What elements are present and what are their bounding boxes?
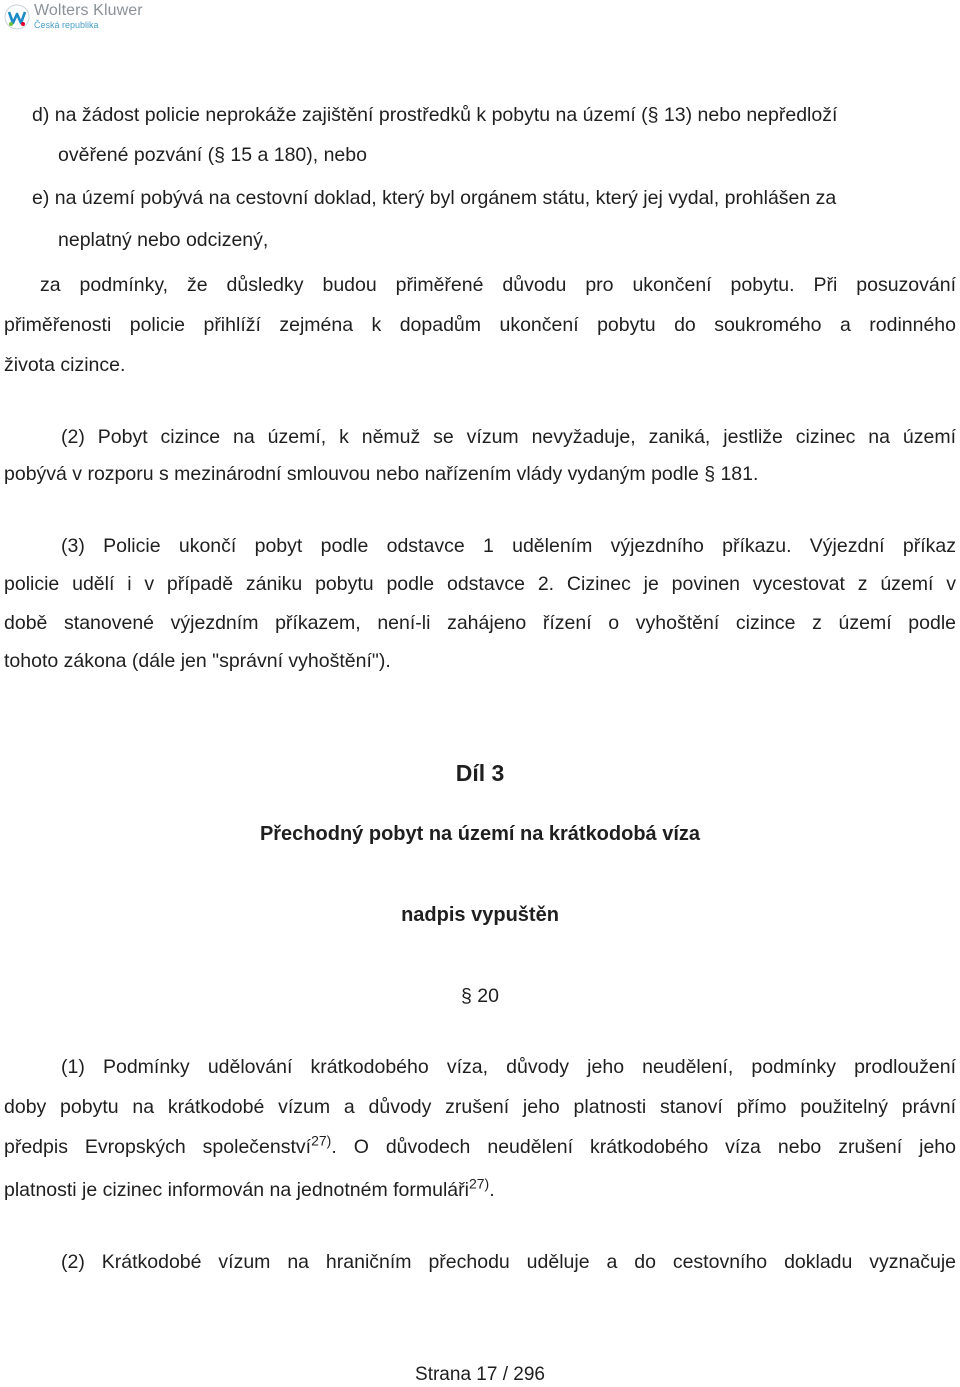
paragraph-3-line-1: (3) Policie ukončí pobyt podle odstavce 1 udělením výjezdního příkazu. Výjezdní příkaz <box>61 535 956 557</box>
list-item-e-line-1: e) na území pobývá na cestovní doklad, který byl orgánem státu, který jej vydal, prohlášen za <box>32 187 837 209</box>
removed-heading: nadpis vypuštěn <box>401 904 559 926</box>
footnote-ref: 27) <box>311 1132 332 1149</box>
brand-subtitle: Česká republika <box>34 20 99 30</box>
list-item-e-line-2: neplatný nebo odcizený, <box>58 229 269 251</box>
brand-name: Wolters Kluwer <box>34 2 143 19</box>
paragraph-1-line-3: života cizince. <box>4 354 126 376</box>
publisher-logo <box>4 3 143 30</box>
paragraph-4-line-2: doby pobytu na krátkodobé vízum a důvody zrušení jeho platnosti stanoví přímo použitelný právní <box>4 1096 956 1118</box>
paragraph-2-line-1: (2) Pobyt cizince na území, k němuž se vízum nevyžaduje, zaniká, jestliže cizinec na území <box>61 426 956 448</box>
paragraph-4-line-3-text-end: . O důvodech neudělení krátkodobého víza nebo zrušení jeho <box>331 1136 957 1158</box>
paragraph-1-line-1: za podmínky, že důsledky budou přiměřené důvodu pro ukončení pobytu. Při posuzování <box>40 274 956 296</box>
paragraph-1-line-2: přiměřenosti policie přihlíží zejména k dopadům ukončení pobytu do soukromého a rodinného <box>4 314 956 336</box>
paragraph-4-line-4-text-end: . <box>489 1179 495 1201</box>
paragraph-number: § 20 <box>461 985 499 1007</box>
paragraph-4-line-1: (1) Podmínky udělování krátkodobého víza, důvody jeho neudělení, podmínky prodloužení <box>61 1056 956 1078</box>
paragraph-4-line-4-text: platnosti je cizinec informován na jednotném formuláři <box>4 1179 469 1201</box>
wolters-kluwer-logo-icon <box>4 4 30 30</box>
paragraph-4-line-4 <box>4 1175 495 1202</box>
list-item-d-line-1: d) na žádost policie neprokáže zajištění prostředků k pobytu na území (§ 13) nebo nepředloží <box>32 104 838 126</box>
paragraph-4-line-3 <box>4 1132 957 1159</box>
paragraph-3-line-4: tohoto zákona (dále jen "správní vyhoštění"). <box>4 650 391 672</box>
paragraph-3-line-3: době stanovené výjezdním příkazem, není-li zahájeno řízení o vyhoštění cizince z území podle <box>4 612 956 634</box>
section-title: Díl 3 <box>455 760 505 786</box>
list-item-d-line-2: ověřené pozvání (§ 15 a 180), nebo <box>58 144 367 166</box>
paragraph-3-line-2: policie udělí i v případě zániku pobytu podle odstavce 2. Cizinec je povinen vycestovat z území v <box>4 573 956 595</box>
paragraph-4-line-3-text: předpis Evropských společenství <box>4 1136 312 1158</box>
paragraph-5-line-1: (2) Krátkodobé vízum na hraničním přechodu uděluje a do cestovního dokladu vyznačuje <box>61 1251 956 1273</box>
section-subtitle: Přechodný pobyt na území na krátkodobá víza <box>259 823 701 845</box>
paragraph-2-line-2: pobývá v rozporu s mezinárodní smlouvou nebo nařízením vlády vydaným podle § 181. <box>4 463 759 485</box>
page-number: Strana 17 / 296 <box>415 1364 545 1385</box>
footnote-ref: 27) <box>468 1175 490 1192</box>
